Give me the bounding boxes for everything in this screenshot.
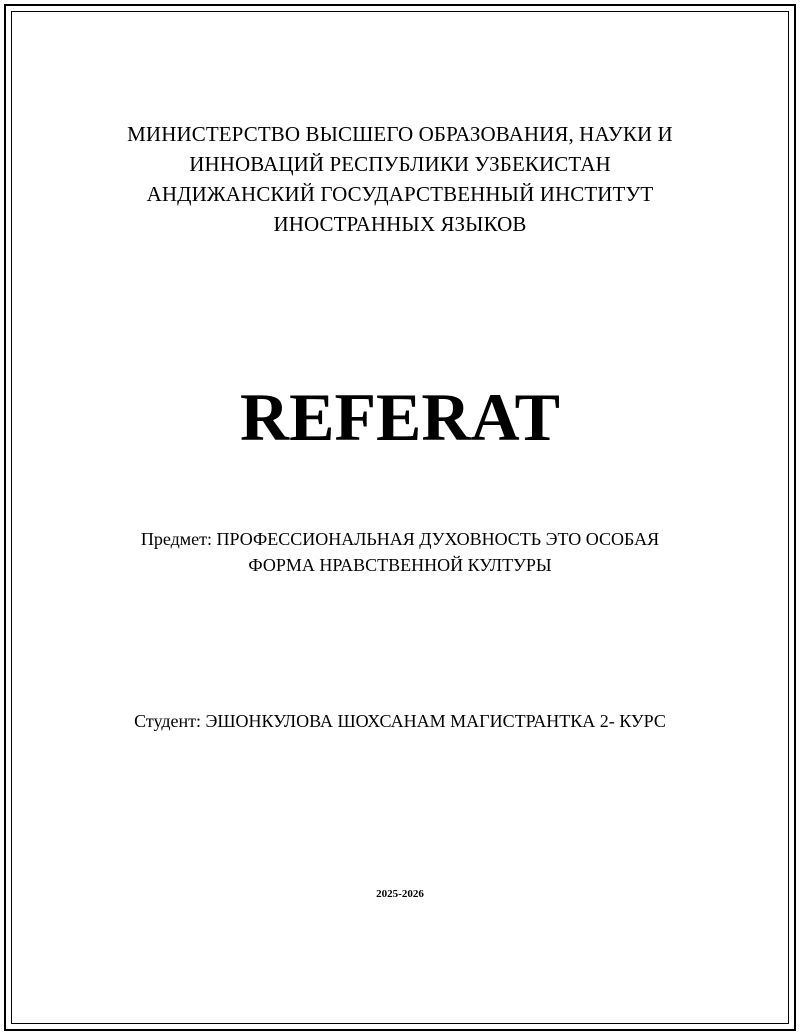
institution-line: АНДИЖАНСКИЙ ГОСУДАРСТВЕННЫЙ ИНСТИТУТ: [146, 182, 654, 206]
academic-year: 2025-2026: [376, 888, 424, 900]
subject-line: ФОРМА НРАВСТВЕННОЙ КУЛТУРЫ: [248, 555, 552, 575]
institution-header: [0, 119, 800, 239]
institution-line: ИНОСТРАННЫХ ЯЗЫКОВ: [273, 212, 527, 236]
institution-line: ИННОВАЦИЙ РЕСПУБЛИКИ УЗБЕКИСТАН: [189, 152, 611, 176]
subject-line: Предмет: ПРОФЕССИОНАЛЬНАЯ ДУХОВНОСТЬ ЭТО ОСОБАЯ: [140, 529, 660, 549]
document-title: REFERAT: [240, 379, 560, 455]
subject-block: [0, 526, 800, 578]
institution-line: МИНИСТЕРСТВО ВЫСШЕГО ОБРАЗОВАНИЯ, НАУКИ И: [127, 122, 673, 146]
student-line: Студент: ЭШОНКУЛОВА ШОХСАНАМ МАГИСТРАНТКА 2- КУРС: [134, 711, 666, 731]
